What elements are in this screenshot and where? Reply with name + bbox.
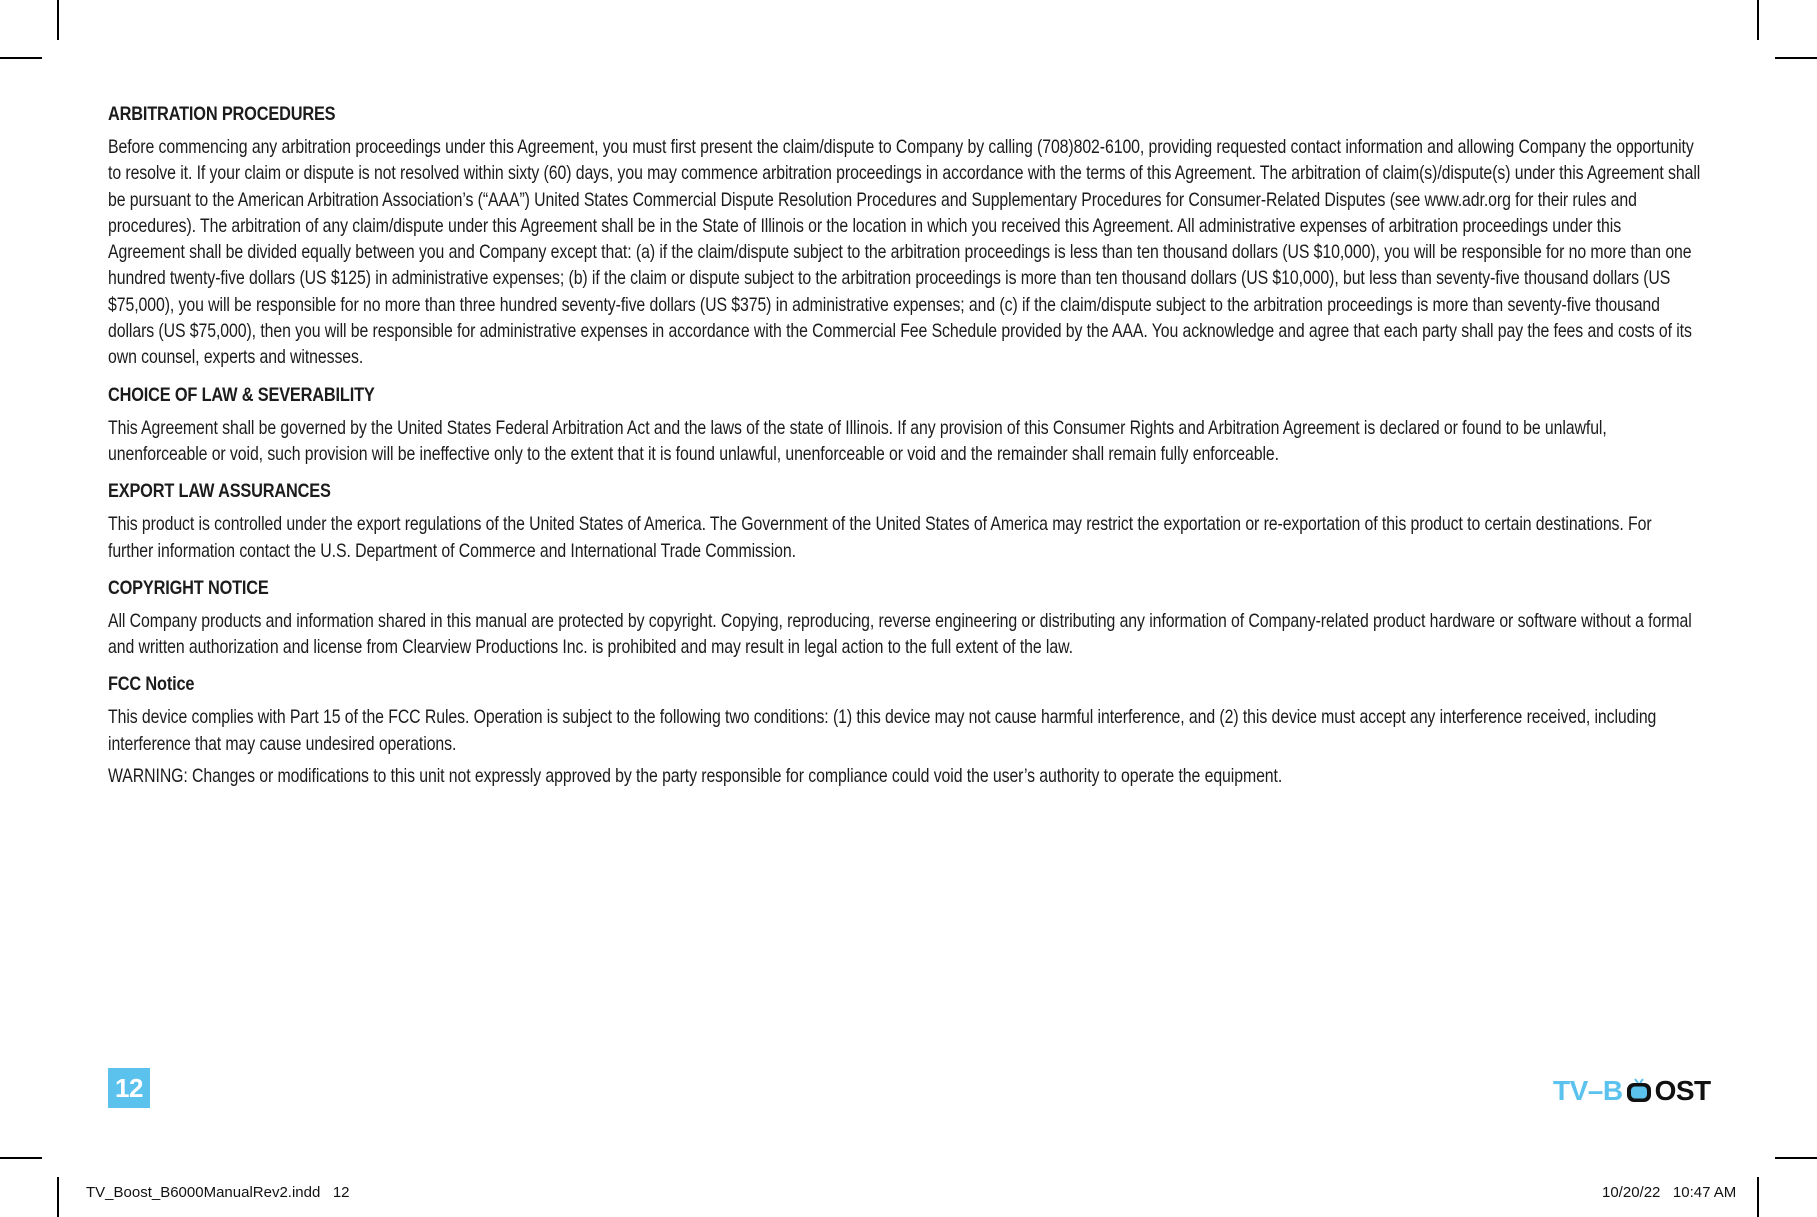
- section-fcc-notice: [108, 674, 1700, 789]
- brand-logo: [1553, 1076, 1711, 1106]
- section-heading: COPYRIGHT NOTICE: [108, 577, 269, 599]
- paragraph: This device complies with Part 15 of the FCC Rules. Operation is subject to the following two conditions: (1) this device may not cause harmful interference, and (2) this device must accept any interference received, including interference that may cause undesired operations.: [108, 706, 1657, 755]
- brand-prefix: TV–B: [1553, 1075, 1623, 1106]
- section-choice-of-law: [108, 385, 1700, 468]
- section-heading: FCC Notice: [108, 674, 195, 696]
- paragraph: All Company products and information shared in this manual are protected by copyright. Copying, reproducing, reverse engineering or distributing any information of Company-related product hardware or software without a formal and written authorization and license from Clearview Productions Inc. is prohibited and may result in legal action to the full extent of the law.: [108, 609, 1692, 659]
- crop-mark-top-left: [57, 0, 59, 40]
- section-arbitration: [108, 104, 1700, 371]
- section-heading: EXPORT LAW ASSURANCES: [108, 481, 331, 503]
- crop-mark-top-left-h: [0, 57, 42, 59]
- section-heading: ARBITRATION PROCEDURES: [108, 104, 336, 125]
- slug-timestamp: 10/20/22 10:47 AM: [1602, 1184, 1737, 1201]
- section-export-law: [108, 481, 1700, 564]
- slug-file-info: TV_Boost_B6000ManualRev2.indd 12: [86, 1184, 350, 1201]
- document-body: [108, 104, 1700, 803]
- tv-screen-icon: [1624, 1076, 1654, 1106]
- crop-mark-bottom-left-h: [0, 1157, 42, 1159]
- warning-paragraph: WARNING: Changes or modifications to this unit not expressly approved by the party responsible for compliance could void the user’s authority to operate the equipment.: [108, 765, 1283, 788]
- page-number-badge: 12: [108, 1068, 150, 1108]
- section-heading: CHOICE OF LAW & SEVERABILITY: [108, 384, 375, 406]
- paragraph: Before commencing any arbitration proceedings under this Agreement, you must first present the claim/dispute to Company by calling (708)802-6100, providing requested contact information and allowing Company the opportunity to resolve it. If your claim or dispute is not resolved within sixty (60) days, you may commence arbitration proceedings in accordance with the terms of this Agreement. The arbitration of claim(s)/dispute(s) under this Agreement shall be pursuant to the American Arbitration Association’s (“AAA”) United States Commercial Dispute Resolution Procedures and Supplementary Procedures for Consumer-Related Disputes (see www.adr.org for their rules and procedures). The arbitration of any claim/dispute under this Agreement shall be in the State of Illinois or the location in which you received this Agreement. All administrative expenses of arbitration proceedings under this Agreement shall be divided equally between you and Company except that: (a) if the claim/dispute subject to the arbitration proceedings is less than ten thousand dollars (US $10,000), you will be responsible for no more than one hundred twenty-five dollars (US $125) in administrative expenses; (b) if the claim or dispute subject to the arbitration proceedings is more than ten thousand dollars (US $10,000), but less than seventy-five thousand dollars (US $75,000), you will be responsible for no more than three hundred seventy-five dollars (US $375) in administrative expenses; and (c) if the claim/dispute subject to the arbitration proceedings is more than seventy-five thousand dollars (US $75,000), then you will be responsible for administrative expenses in accordance with the Commercial Fee Schedule provided by the AAA. You acknowledge and agree that each party shall pay the fees and costs of its own counsel, experts and witnesses.: [108, 136, 1701, 369]
- section-copyright: [108, 578, 1700, 661]
- crop-mark-top-right: [1757, 0, 1759, 40]
- crop-mark-bottom-right-h: [1775, 1157, 1817, 1159]
- crop-mark-top-right-h: [1775, 57, 1817, 59]
- crop-mark-bottom-right: [1757, 1177, 1759, 1217]
- brand-suffix: OST: [1654, 1075, 1711, 1106]
- paragraph: This Agreement shall be governed by the United States Federal Arbitration Act and the laws of the state of Illinois. If any provision of this Consumer Rights and Arbitration Agreement is declared or found to be unlawful, unenforceable or void, such provision will be ineffective only to the extent that it is found unlawful, unenforceable or void and the remainder shall remain fully enforceable.: [108, 416, 1607, 465]
- paragraph: This product is controlled under the export regulations of the United States of America. The Government of the United States of America may restrict the exportation or re-exportation of this product to certain destinations. For further information contact the U.S. Department of Commerce and International Trade Commission.: [108, 513, 1652, 562]
- crop-mark-bottom-left: [57, 1177, 59, 1217]
